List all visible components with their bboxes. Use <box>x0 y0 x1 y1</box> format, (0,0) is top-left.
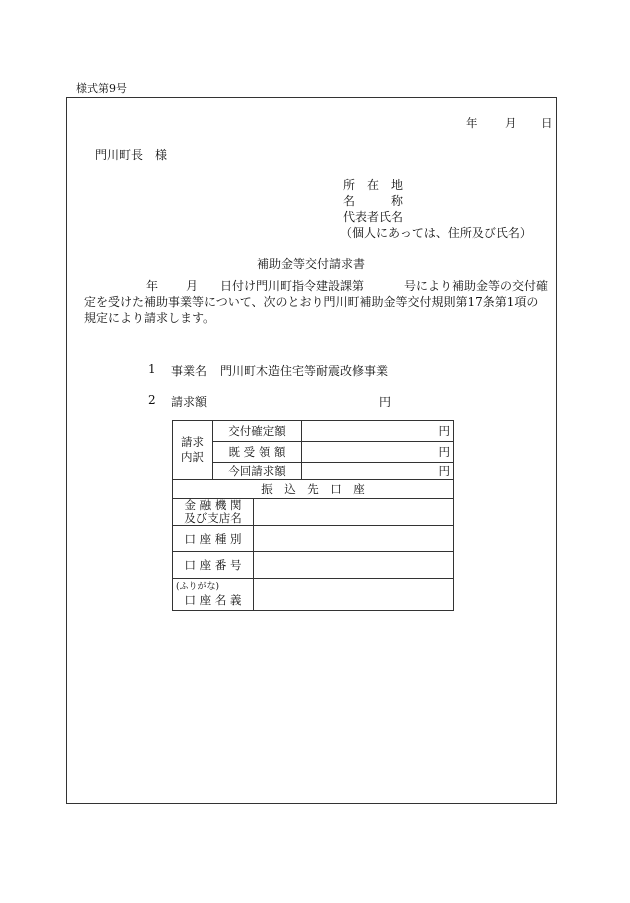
breakdown-label-received: 既 受 領 額 <box>213 442 302 463</box>
item-1-value: 門川町木造住宅等耐震改修事業 <box>220 364 389 378</box>
breakdown-group-label: 請求 内訳 <box>173 421 213 480</box>
table-row <box>173 499 454 526</box>
body-month: 月 <box>186 279 199 293</box>
applicant-address-label: 所 在 地 <box>343 178 404 192</box>
item-1-label: 事業名 <box>171 364 208 378</box>
date-year: 年 <box>466 116 478 130</box>
bank-header: 振 込 先 口 座 <box>173 480 454 499</box>
breakdown-value-current[interactable]: 円 <box>302 463 454 480</box>
item-2-unit: 円 <box>379 395 392 409</box>
table-row <box>173 463 454 480</box>
account-name-field[interactable] <box>254 579 454 611</box>
breakdown-label-confirmed: 交付確定額 <box>213 421 302 442</box>
account-type-field[interactable] <box>254 526 454 552</box>
table-row <box>173 442 454 463</box>
table-row <box>173 480 454 499</box>
account-number-label: 口 座 番 号 <box>173 552 254 579</box>
form-number: 様式第9号 <box>76 82 127 95</box>
account-number-field[interactable] <box>254 552 454 579</box>
item-2-number: 2 <box>148 393 156 407</box>
account-name-label: (ふりがな) 口 座 名 義 <box>173 579 254 611</box>
table-row <box>173 579 454 611</box>
item-1-number: 1 <box>148 362 156 376</box>
body-line1-end: 号により補助金等の交付確 <box>404 279 549 293</box>
breakdown-value-received[interactable]: 円 <box>302 442 454 463</box>
applicant-note: （個人にあっては、住所及び氏名） <box>340 226 532 240</box>
applicant-representative-label: 代表者氏名 <box>343 210 404 224</box>
applicant-name-label: 名 称 <box>343 194 404 208</box>
date-month: 月 <box>505 116 517 130</box>
addressee: 門川町長 様 <box>95 148 168 162</box>
furigana-label: (ふりがな) <box>176 581 220 592</box>
item-2-label: 請求額 <box>171 395 208 409</box>
table-row <box>173 552 454 579</box>
body-line-2: 定を受けた補助事業等について、次のとおり門川町補助金等交付規則第17条第1項の <box>84 295 539 309</box>
body-year: 年 <box>146 279 159 293</box>
bank-institution-label: 金 融 機 関 及び支店名 <box>173 499 254 526</box>
breakdown-value-confirmed[interactable]: 円 <box>302 421 454 442</box>
account-type-label: 口 座 種 別 <box>173 526 254 552</box>
bank-institution-field[interactable] <box>254 499 454 526</box>
body-line-3: 規定により請求します。 <box>84 311 216 325</box>
document-title: 補助金等交付請求書 <box>257 257 366 271</box>
table-row <box>173 421 454 442</box>
date-day: 日 <box>541 116 553 130</box>
table-row <box>173 526 454 552</box>
body-line1-mid: 日付け門川町指令建設課第 <box>220 279 365 293</box>
request-body <box>84 278 554 326</box>
request-breakdown-table <box>172 420 454 611</box>
breakdown-label-current: 今回請求額 <box>213 463 302 480</box>
body-line-1 <box>84 278 554 294</box>
